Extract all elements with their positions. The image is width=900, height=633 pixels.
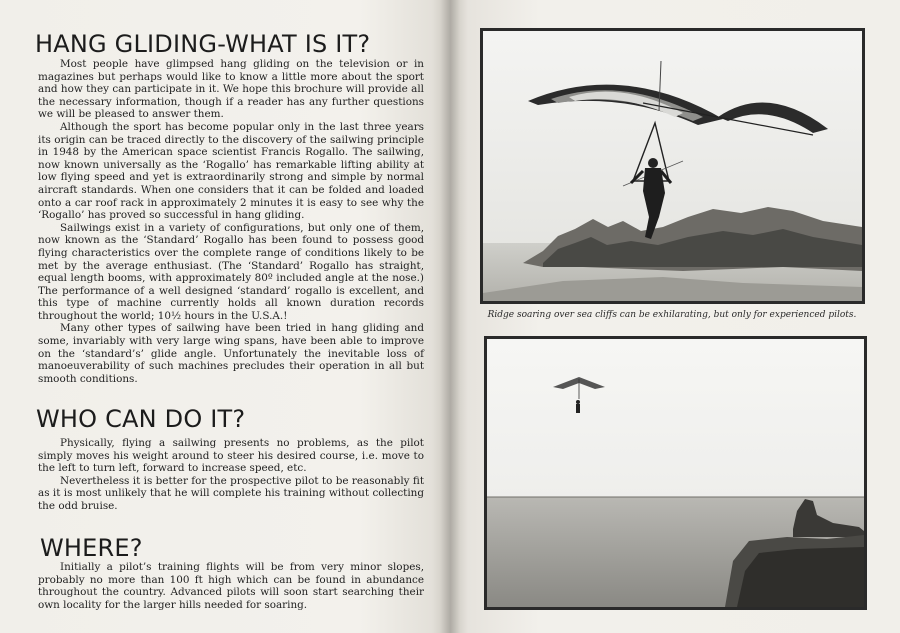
photo-glider-over-sea: [484, 336, 867, 610]
photo-caption: Ridge soaring over sea cliffs can be exhilarating, but only for experienced pilots.: [487, 310, 857, 320]
intro-paragraph-2: Although the sport has become popular only in the last three years its origin can be traced directly to the discovery of the sailwing principle in 1948 by the American space scientist Francis Rogallo. The sailwing, now known universally as the ‘Rogallo’ has remarkable lifting ability at low flying speed and yet is extraordinarily strong and simple by normal aircraft standards. When one considers that it can be folded and loaded onto a car roof rack in approximately 2 minutes it is easy to see why the ‘Rogallo’ has proved so successful in hang gliding.: [38, 120, 424, 222]
where-text-block: [38, 561, 424, 611]
book-gutter: [440, 0, 460, 633]
intro-paragraph-3: Sailwings exist in a variety of configurations, but only one of them, now known as the ‘Standard’ Rogallo has been found to possess good flying characteristics over the complete range of conditions likely to be met by the average enthusiast. (The ‘Standard’ Rogallo has straight, equal length booms, with approximately 80º included angle at the nose.) The performance of a well designed ‘standard’ rogallo is excellent, and this type of machine currently holds all known duration records throughout the world; 10½ hours in the U.S.A.!: [38, 221, 424, 322]
where-paragraph-1: Initially a pilot’s training flights will be from very minor slopes, probably no more than 100 ft high which can be found in abundance throughout the country. Advanced pilots will soon start searching their own locality for the larger hills needed for soaring.: [38, 561, 424, 611]
photo-ridge-soaring: [480, 28, 865, 304]
where-heading: WHERE?: [40, 534, 143, 562]
intro-text-block: [38, 58, 424, 385]
who-text-block: [38, 437, 424, 513]
who-heading: WHO CAN DO IT?: [36, 405, 246, 433]
page-title: HANG GLIDING-WHAT IS IT?: [35, 30, 371, 58]
intro-paragraph-1: Most people have glimpsed hang gliding on the television or in magazines but perhaps would like to know a little more about the sport and how they can participate in it. We hope this brochure will provide all the necessary information, though if a reader has any further questions we will be pleased to answer them.: [38, 58, 424, 121]
intro-paragraph-4: Many other types of sailwing have been tried in hang gliding and some, invariably with very large wing spans, have been able to improve on the ‘standard’s’ glide angle. Unfortunately the inevitable loss of manoeuverability of such machines precludes their operation in all but smooth conditions.: [38, 322, 424, 385]
hang-glider-sea-image: [487, 339, 864, 607]
hang-glider-cliff-image: [483, 31, 862, 301]
who-paragraph-2: Nevertheless it is better for the prospective pilot to be reasonably fit as it is most unlikely that he will complete his training without collecting the odd bruise.: [38, 474, 424, 512]
who-paragraph-1: Physically, flying a sailwing presents no problems, as the pilot simply moves his weight around to steer his desired course, i.e. move to the left to turn left, forward to increase speed, etc.: [38, 437, 424, 475]
